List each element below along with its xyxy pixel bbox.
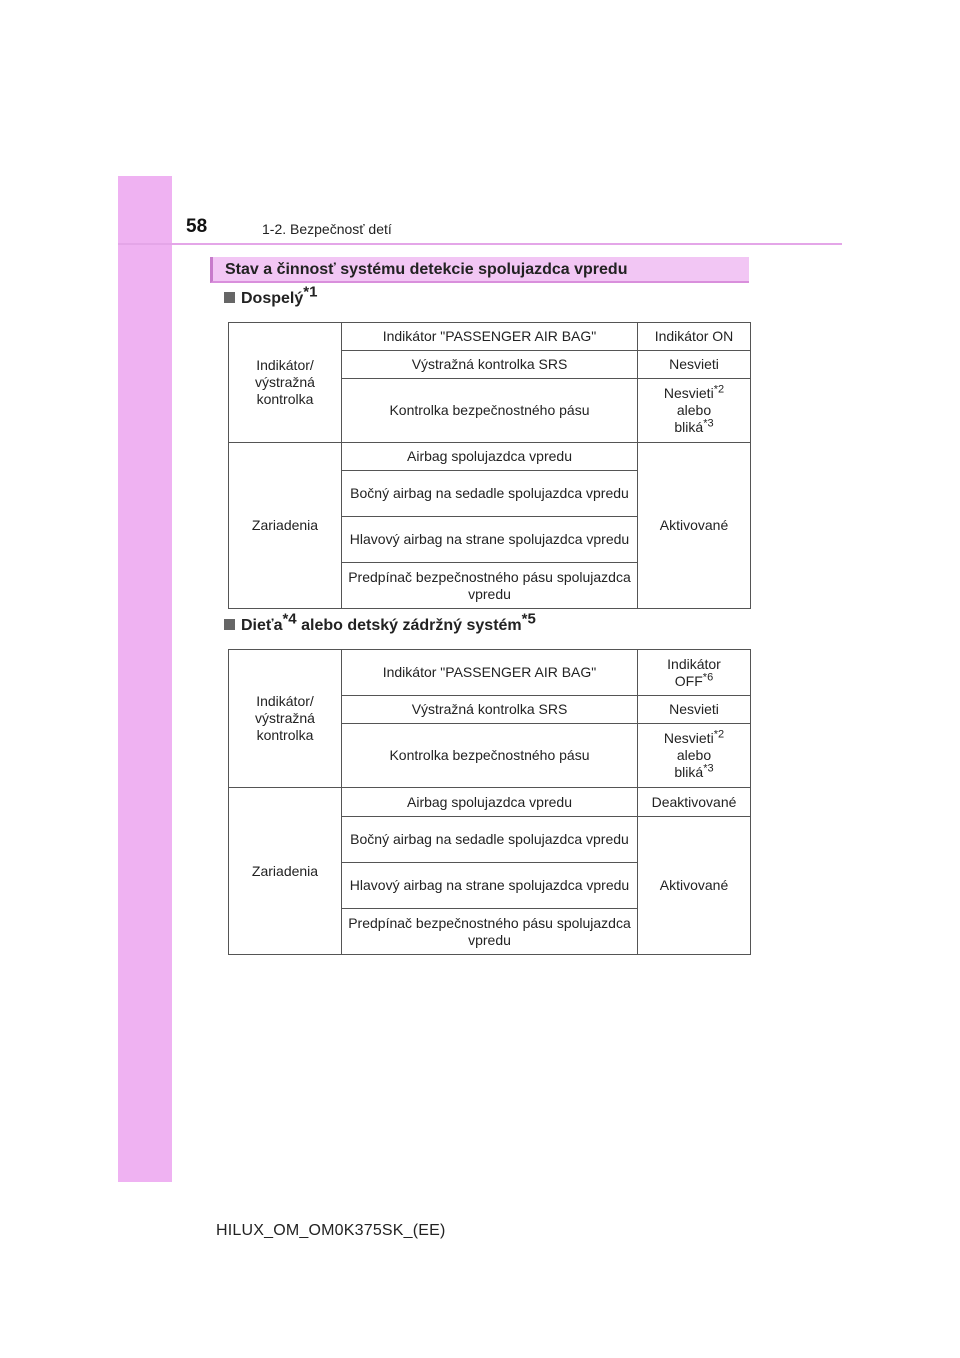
table-row [229, 650, 751, 696]
footer-code: HILUX_OM_OM0K375SK_(EE) [216, 1222, 446, 1239]
item-cell: Predpínač bezpečnostného pásu spolujazdca vpredu [342, 909, 638, 955]
status-cell: Nesvieti$^{*2}$ alebo bliká$^{*3}$ [638, 379, 751, 443]
table-row [229, 788, 751, 817]
status-cell: Nesvieti$^{*2}$ alebo bliká$^{*3}$ [638, 724, 751, 788]
item-cell: Výstražná kontrolka SRS [342, 351, 638, 379]
table-row [229, 443, 751, 471]
table-row [229, 323, 751, 351]
group-label: Zariadenia [229, 443, 342, 609]
subheading-child: Dieťa$^{*4}$ alebo detský zádržný systém$^{*5}$ [224, 617, 536, 635]
item-cell: Výstražná kontrolka SRS [342, 696, 638, 724]
status-cell: Indikátor OFF$^{*6}$ [638, 650, 751, 696]
group-label: Indikátor/ výstražná kontrolka [229, 323, 342, 443]
item-cell: Kontrolka bezpečnostného pásu [342, 379, 638, 443]
item-cell: Hlavový airbag na strane spolujazdca vpredu [342, 863, 638, 909]
item-cell: Kontrolka bezpečnostného pásu [342, 724, 638, 788]
section-title: 1-2. Bezpečnosť detí [262, 221, 392, 237]
subheading-adult: Dospelý$^{*1}$ [224, 290, 317, 308]
item-cell: Predpínač bezpečnostného pásu spolujazdca vpredu [342, 563, 638, 609]
item-cell: Indikátor "PASSENGER AIR BAG" [342, 323, 638, 351]
item-cell: Hlavový airbag na strane spolujazdca vpredu [342, 517, 638, 563]
item-cell: Bočný airbag na sedadle spolujazdca vpredu [342, 471, 638, 517]
item-cell: Bočný airbag na sedadle spolujazdca vpredu [342, 817, 638, 863]
status-cell: Aktivované [638, 443, 751, 609]
group-label: Indikátor/ výstražná kontrolka [229, 650, 342, 788]
item-cell: Indikátor "PASSENGER AIR BAG" [342, 650, 638, 696]
status-cell: Indikátor ON [638, 323, 751, 351]
adult-table [228, 322, 751, 609]
status-cell: Nesvieti [638, 696, 751, 724]
bullet-square-icon [224, 292, 235, 303]
item-cell: Airbag spolujazdca vpredu [342, 788, 638, 817]
child-table [228, 649, 751, 955]
header-divider [118, 243, 842, 245]
group-label: Zariadenia [229, 788, 342, 955]
page-number: 58 [186, 216, 208, 237]
item-cell: Airbag spolujazdca vpredu [342, 443, 638, 471]
section-heading-text: Stav a činnosť systému detekcie spolujazdca vpredu [225, 261, 628, 278]
status-cell: Aktivované [638, 817, 751, 955]
status-cell: Deaktivované [638, 788, 751, 817]
side-bar [118, 176, 172, 1182]
status-cell: Nesvieti [638, 351, 751, 379]
section-heading [210, 257, 749, 283]
bullet-square-icon [224, 619, 235, 630]
